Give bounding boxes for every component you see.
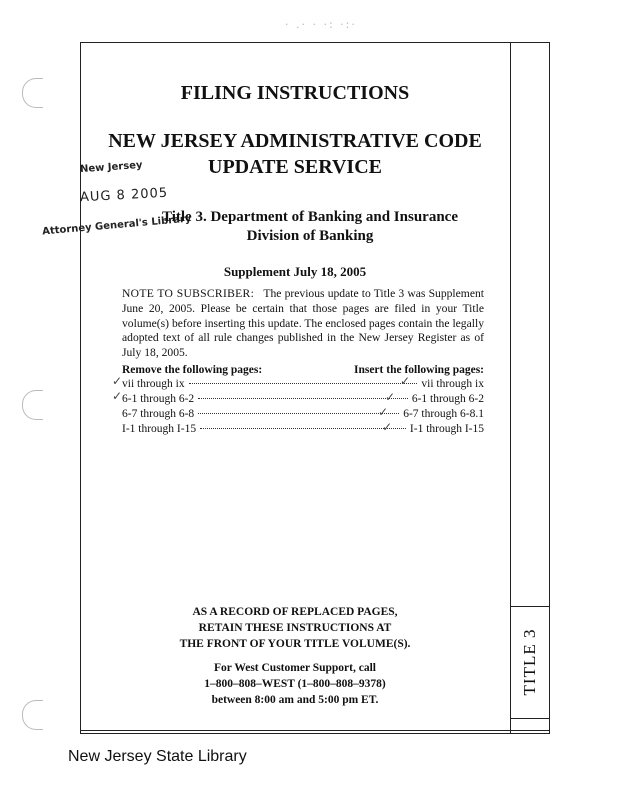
retain-line-1: AS A RECORD OF REPLACED PAGES, [192,606,398,618]
note-lead: NOTE TO SUBSCRIBER: [122,287,255,300]
stamp-date: AUG 8 2005 [79,185,169,206]
checkmark-icon: ✓ [385,390,396,404]
page-row [122,393,484,408]
scan-smudge: · .· · ·: ·:· [285,18,357,31]
stamp-state: New Jersey [79,159,143,176]
punch-hole-bottom [22,700,43,730]
remove-pages: 6-7 through 6-8 [122,408,195,420]
supplement-date: Supplement July 18, 2005 [223,264,367,279]
tab-rule-top [510,606,550,607]
page-row [122,408,484,423]
division-heading: Division of Banking [246,228,374,244]
checkmark-icon: ✓ [112,389,123,403]
frame-bottom-rule [80,730,550,731]
note-body: The previous update to Title 3 was Supplement June 20, 2005. Please be certain that those pages are filed in your Title volume(s) before inserting this update. The enclosed pages contain the legally adopted text of all rule changes published in the New Jersey Register as of July 18, 2005. [122,287,484,360]
remove-pages: vii through ix [122,378,185,390]
checkmark-icon: ✓ [378,405,389,419]
tab-label: TITLE 3 [520,628,539,696]
remove-pages: 6-1 through 6-2 [122,393,195,405]
support-hours: between 8:00 am and 5:00 pm ET. [211,694,379,706]
remove-header: Remove the following pages: [122,364,263,376]
page-title: FILING INSTRUCTIONS [180,82,410,104]
support-phone: 1–800–808–WEST (1–800–808–9378) [204,678,386,690]
tab-rule-bottom [510,718,550,719]
checkmark-icon: ✓ [112,374,123,388]
customer-support [80,660,510,708]
insert-header: Insert the following pages: [353,364,484,376]
page-row [122,423,484,438]
insert-pages: I-1 through I-15 [409,423,484,435]
retain-instructions [80,604,510,652]
title-heading: Title 3. Department of Banking and Insurance [161,209,458,225]
subscriber-note [122,287,484,361]
leader-dots [198,398,408,399]
insert-pages: 6-1 through 6-2 [411,393,484,405]
stamp-library: Attorney General's Library [41,213,192,238]
remove-pages: I-1 through I-15 [122,423,197,435]
page-row [122,378,484,393]
leader-dots [189,383,418,384]
leader-dots [198,413,399,414]
insert-pages: 6-7 through 6-8.1 [403,408,484,420]
code-title-line1: NEW JERSEY ADMINISTRATIVE CODE [108,130,482,152]
retain-line-2: RETAIN THESE INSTRUCTIONS AT [198,622,392,634]
support-line-1: For West Customer Support, call [214,662,376,674]
punch-hole-top [22,78,43,108]
retain-line-3: THE FRONT OF YOUR TITLE VOLUME(S). [179,638,411,650]
footer-library: New Jersey State Library [68,748,247,765]
leader-dots [200,428,406,429]
insert-pages: vii through ix [421,378,484,390]
checkmark-icon: ✓ [400,374,411,388]
checkmark-icon: ✓ [382,420,393,434]
punch-hole-middle [22,390,43,420]
code-title-line2: UPDATE SERVICE [208,156,382,178]
tab-divider [510,42,511,734]
